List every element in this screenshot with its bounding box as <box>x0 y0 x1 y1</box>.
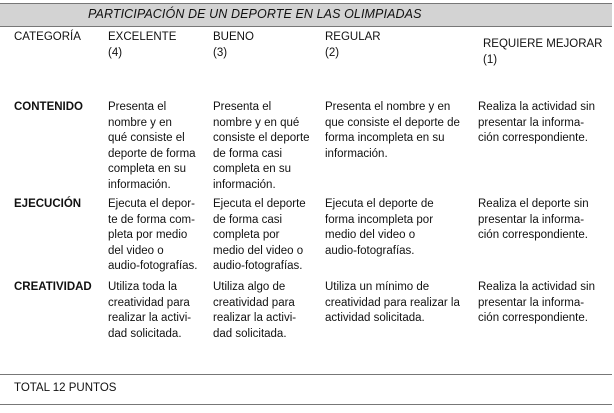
line: qué consiste el <box>108 132 185 144</box>
header-requiere-label: REQUIERE MEJORAR <box>483 38 603 50</box>
line: ción correspondiente. <box>478 229 588 241</box>
header-regular-score: (2) <box>325 46 340 59</box>
line: medio del video o <box>325 229 416 241</box>
line: medio del video o <box>213 244 304 257</box>
line: Presenta el <box>213 101 272 113</box>
header-categoria: CATEGORÍA <box>14 31 81 43</box>
line: Presenta el <box>108 101 167 113</box>
line: nombre y en <box>108 116 172 129</box>
line: presentar la informa- <box>478 296 585 309</box>
line: Ejecuta el depor- <box>108 198 195 210</box>
cell-contenido-requiere <box>478 100 595 147</box>
header-bueno <box>213 30 254 61</box>
cell-creatividad-bueno <box>213 280 296 342</box>
cell-contenido-bueno <box>213 100 310 193</box>
line: ción correspondiente. <box>478 312 588 324</box>
line: presentar la informa- <box>478 213 585 226</box>
line: dad solicitada. <box>213 327 287 340</box>
cell-contenido-excelente <box>108 100 196 193</box>
divider-total-bottom <box>0 404 612 405</box>
header-requiere-score: (1) <box>483 53 498 66</box>
header-regular-label: REGULAR <box>325 31 381 43</box>
line: dad solicitada. <box>108 327 182 340</box>
cell-ejecucion-requiere <box>478 197 589 244</box>
header-regular <box>325 30 381 61</box>
line: audio-fotografías. <box>325 244 415 257</box>
line: Realiza la actividad sin <box>478 101 595 113</box>
line: completa en su <box>108 163 186 175</box>
line: de forma casi <box>213 147 283 160</box>
header-excelente-score: (4) <box>108 46 123 59</box>
line: Realiza el deporte sin <box>478 198 589 210</box>
cell-ejecucion-bueno <box>213 197 306 275</box>
cell-ejecucion-regular <box>325 197 434 259</box>
total-points: TOTAL 12 PUNTOS <box>14 382 117 394</box>
line: ción correspondiente. <box>478 132 588 144</box>
line: Ejecuta el deporte de <box>325 198 434 210</box>
line: que consiste el deporte de <box>325 116 460 129</box>
line: del video o <box>108 244 164 257</box>
rubric-title: PARTICIPACIÓN DE UN DEPORTE EN LAS OLIMPIADAS <box>88 7 422 21</box>
line: pleta por medio <box>108 229 188 241</box>
line: creatividad para <box>213 296 295 309</box>
cell-creatividad-excelente <box>108 280 191 342</box>
line: Presenta el nombre y en <box>325 101 451 113</box>
header-requiere <box>483 37 603 68</box>
line: creatividad para realizar la <box>325 296 460 309</box>
line: actividad solicitada. <box>325 312 425 324</box>
line: Utiliza algo de <box>213 281 286 293</box>
line: completa en su <box>213 163 291 175</box>
cell-creatividad-requiere <box>478 280 595 327</box>
cell-creatividad-regular <box>325 280 460 327</box>
line: información. <box>325 147 388 160</box>
line: Utiliza toda la <box>108 281 178 293</box>
cell-ejecucion-excelente <box>108 197 198 275</box>
line: realizar la activi- <box>108 312 192 324</box>
line: forma incompleta en su <box>325 132 445 144</box>
line: realizar la activi- <box>213 312 297 324</box>
line: presentar la informa- <box>478 116 585 129</box>
header-excelente-label: EXCELENTE <box>108 31 177 43</box>
cell-contenido-regular <box>325 100 460 162</box>
category-contenido: CONTENIDO <box>14 101 83 113</box>
line: audio-fotografías. <box>213 260 303 272</box>
line: información. <box>108 178 171 191</box>
line: Utiliza un mínimo de <box>325 281 430 293</box>
category-creatividad: CREATIVIDAD <box>14 281 92 293</box>
line: nombre y en qué <box>213 116 300 129</box>
header-bueno-label: BUENO <box>213 31 254 43</box>
title-bar <box>0 3 612 27</box>
line: Realiza la actividad sin <box>478 281 595 293</box>
header-bueno-score: (3) <box>213 46 228 59</box>
line: consiste el deporte <box>213 132 310 144</box>
line: completa por <box>213 229 280 241</box>
category-ejecucion: EJECUCIÓN <box>14 198 82 210</box>
line: Ejecuta el deporte <box>213 198 306 210</box>
line: deporte de forma <box>108 147 196 160</box>
line: de forma casi <box>213 213 283 226</box>
line: información. <box>213 178 276 191</box>
line: audio-fotografías. <box>108 260 198 272</box>
divider-total-top <box>0 374 612 375</box>
line: creatividad para <box>108 296 190 309</box>
header-excelente <box>108 30 176 61</box>
line: te de forma com- <box>108 213 195 226</box>
line: forma incompleta por <box>325 213 434 226</box>
